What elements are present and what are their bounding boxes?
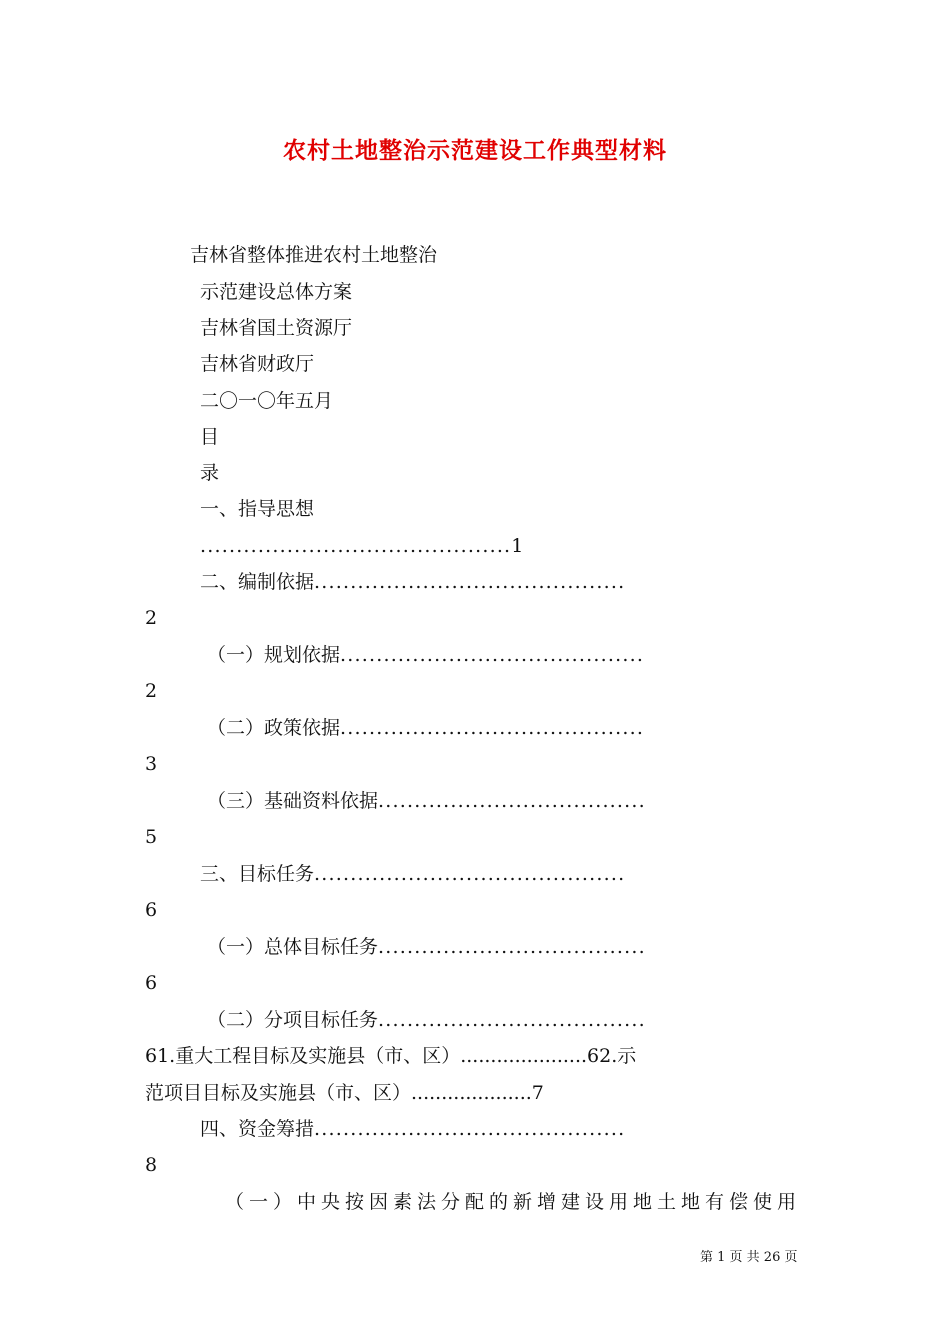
toc-entry xyxy=(200,861,625,887)
intro-line: 吉林省国土资源厅 xyxy=(200,317,353,339)
toc-entry-text: （一）总体目标任务 xyxy=(207,936,379,958)
intro-line: 目 xyxy=(200,426,220,448)
toc-dots: ........................................... xyxy=(314,571,626,593)
toc-entry-text: （二）政策依据 xyxy=(207,717,341,739)
toc-dots: .......................................... xyxy=(340,717,645,739)
toc-page-number: 3 xyxy=(145,753,158,775)
toc-page-number: 2 xyxy=(145,680,158,702)
toc-entry xyxy=(207,788,646,814)
toc-page-number: 2 xyxy=(145,607,158,629)
toc-page-number: 6 xyxy=(145,972,158,994)
toc-page-number: 5 xyxy=(145,826,158,848)
intro-line: 二〇一〇年五月 xyxy=(200,390,334,412)
toc-dots: ........................................... xyxy=(314,863,626,885)
toc-entry-text: 三、目标任务 xyxy=(200,863,315,885)
toc-entry-text: （二）分项目标任务 xyxy=(207,1009,379,1031)
toc-entry xyxy=(207,1007,646,1033)
toc-entry xyxy=(200,569,625,595)
toc-entry-text: （三）基础资料依据 xyxy=(207,790,379,812)
intro-line: 吉林省整体推进农村土地整治 xyxy=(190,244,438,266)
toc-dots: ..................................... xyxy=(378,1009,646,1031)
toc-entry-text: 二、编制依据 xyxy=(200,571,315,593)
toc-dots: ...........................................1 xyxy=(200,535,525,557)
toc-entry: 61.重大工程目标及实施县（市、区）.....................62.示 xyxy=(145,1045,637,1067)
toc-dots: ..................................... xyxy=(378,790,646,812)
toc-entry: （一）中央按因素法分配的新增建设用地土地有偿使用 xyxy=(225,1191,802,1213)
toc-entry-text: 四、资金筹措 xyxy=(200,1118,315,1140)
page-footer: 第 1 页 共 26 页 xyxy=(700,1250,798,1265)
intro-line: 示范建设总体方案 xyxy=(200,281,353,303)
toc-entry xyxy=(200,1116,625,1142)
toc-entry: 一、指导思想 xyxy=(200,498,315,520)
toc-dots: .......................................... xyxy=(340,644,645,666)
toc-page-number: 6 xyxy=(145,899,158,921)
toc-entry: 范项目目标及实施县（市、区）....................7 xyxy=(145,1082,544,1104)
toc-dots: ........................................... xyxy=(314,1118,626,1140)
toc-entry xyxy=(207,934,646,960)
toc-entry xyxy=(207,715,644,741)
toc-page-number: 8 xyxy=(145,1154,158,1176)
document-title: 农村土地整治示范建设工作典型材料 xyxy=(283,137,667,164)
toc-entry xyxy=(207,642,644,668)
toc-entry-text: （一）规划依据 xyxy=(207,644,341,666)
intro-line: 吉林省财政厅 xyxy=(200,353,315,375)
intro-line: 录 xyxy=(200,462,220,484)
toc-dots: ..................................... xyxy=(378,936,646,958)
